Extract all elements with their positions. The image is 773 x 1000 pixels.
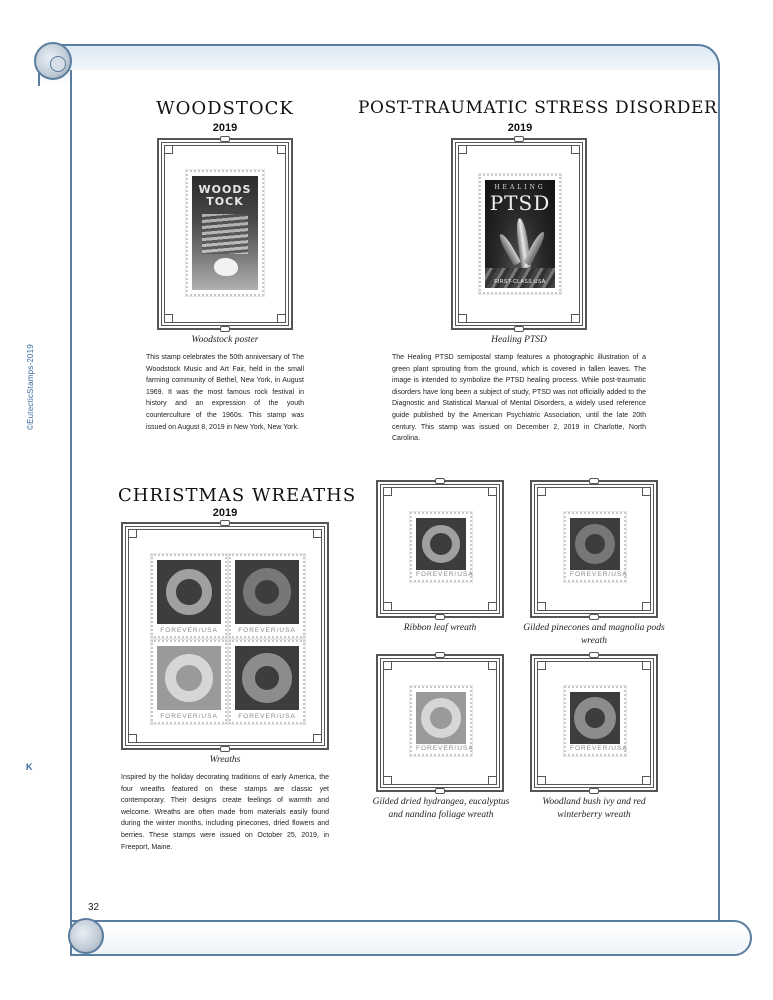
wreath-single-3-stamp [410, 686, 472, 756]
wreath-single-3-caption: Gilded dried hydrangea, eucalyptus and nandina foliage wreath [372, 797, 510, 820]
stamp-denomination: FOREVER/USA [238, 713, 296, 720]
woodstock-mount-frame [157, 138, 293, 330]
page-number: 32 [88, 902, 100, 913]
stamp-denomination: FOREVER/USA [160, 713, 218, 720]
stamp-denomination: FOREVER/USA [160, 627, 218, 634]
copyright-note: ©EutecticStamps-2019 [26, 344, 35, 430]
woodstock-caption: Woodstock poster [191, 335, 259, 345]
wreath-single-4-caption: Woodland bush ivy and red winterberry wreath [542, 797, 646, 820]
wreath-icon [421, 698, 461, 738]
ptsd-stamp-main-text: PTSD [489, 191, 551, 215]
wreath-single-2-caption: Gilded pinecones and magnolia pods wreath [523, 623, 665, 646]
wreath-icon [165, 654, 213, 702]
woodstock-stamp-art [192, 176, 258, 290]
dove-icon [214, 258, 238, 276]
stamp-denomination: FOREVER/USA [570, 745, 628, 752]
stamp-denomination: FOREVER/USA [416, 571, 474, 578]
wreath-single-4-mount-frame [530, 654, 658, 792]
woodstock-description: This stamp celebrates the 50th anniversary of The Woodstock Music and Art Fair, held in the small farming community of Bethel, New York, in August 1969. It was the most famous rock festival in history and an expression of the youth counterculture of the 1960s. This stamp was issued on August 8, 2019 in New York, New York. [146, 354, 304, 431]
woodstock-year: 2019 [212, 122, 238, 134]
wreath-icon [243, 568, 291, 616]
ptsd-title: POST-TRAUMATIC STRESS DISORDER [358, 98, 718, 118]
wreath-block-stamp-4 [229, 640, 305, 724]
stamp-denomination: FOREVER/USA [570, 571, 628, 578]
woodstock-stamp [186, 170, 264, 296]
ptsd-description: The Healing PTSD semipostal stamp features a photographic illustration of a green plant sprouting from the ground, which is covered in fallen leaves. The image is intended to symbolize the PTSD healing process. While post-traumatic disorders have long been a subject of study, PTSD was not officially added to the Diagnostic and Statistical Manual of Mental Disorders, a widely used reference guide published by the American Psychiatric Association, until the late 20th century. This stamp was issued on December 2, 2019 in Charlotte, North Carolina. [392, 354, 646, 443]
wreath-single-2-mount-frame [530, 480, 658, 618]
ptsd-mount-frame [451, 138, 587, 330]
wreaths-description: Inspired by the holiday decorating traditions of early America, the four wreaths featured on these stamps are classic yet contemporary. Their designs create feelings of warmth and welcome. Wreaths are often made from materials easily found during the winter months, including pinecones, dried flowers and berries. These stamps were issued on October 25, 2019, in Freeport, Maine. [121, 774, 329, 851]
wreath-single-3-mount-frame [376, 654, 504, 792]
woodstock-title: WOODSTOCK [156, 98, 294, 119]
scroll-curl-top-inner [50, 56, 66, 72]
wreath-block-stamp-2 [229, 554, 305, 638]
ptsd-stamp-art [485, 180, 555, 288]
side-mark: K [26, 762, 33, 772]
wreath-single-2-stamp [564, 512, 626, 582]
scroll-footer-band [70, 920, 752, 956]
wreath-single-4-stamp [564, 686, 626, 756]
wreaths-title: CHRISTMAS WREATHS [118, 485, 357, 506]
wreath-single-1-mount-frame [376, 480, 504, 618]
ptsd-year: 2019 [507, 122, 533, 134]
wreaths-block-mount-frame [121, 522, 329, 750]
wreath-single-1-stamp [410, 512, 472, 582]
stamp-denomination: FOREVER/USA [238, 627, 296, 634]
ptsd-stamp-top-text: HEALING [494, 184, 546, 191]
wreath-icon [422, 525, 460, 563]
wreath-icon [574, 697, 616, 739]
wreath-single-1-caption: Ribbon leaf wreath [403, 623, 477, 633]
wreaths-caption: Wreaths [209, 755, 241, 765]
wreath-icon [242, 653, 292, 703]
wreath-block-stamp-3 [151, 640, 227, 724]
woodstock-stamp-lettering: WOODSTOCK [198, 183, 252, 208]
scroll-curl-bottom-icon [68, 918, 104, 954]
ptsd-stamp-denomination: FIRST-CLASS USA [494, 279, 546, 285]
ptsd-caption: Healing PTSD [491, 335, 547, 345]
wreath-icon [166, 569, 212, 615]
stamp-denomination: FOREVER/USA [416, 745, 474, 752]
wreaths-year: 2019 [212, 507, 238, 519]
ptsd-stamp [479, 174, 561, 294]
wreath-icon [575, 524, 615, 564]
wreath-block-stamp-1 [151, 554, 227, 638]
